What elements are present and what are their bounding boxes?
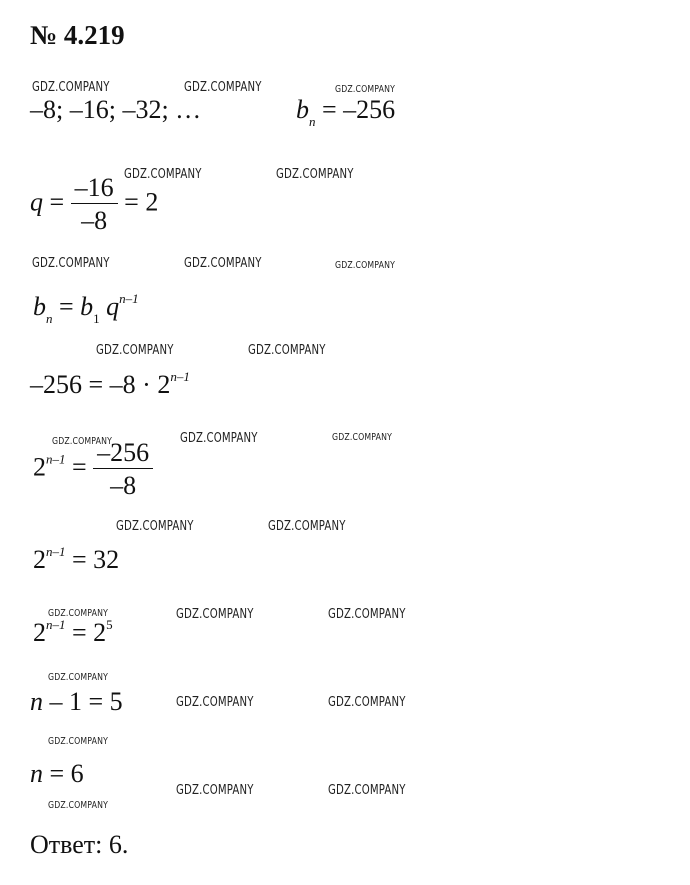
step2-equals: = — [72, 452, 87, 482]
step4-exponent: n–1 — [46, 617, 66, 632]
formula-bn-sub: n — [46, 311, 53, 326]
step4-base: 2 — [33, 618, 46, 647]
watermark: GDZ.COMPANY — [52, 436, 113, 447]
step6-rest: = 6 — [49, 759, 84, 788]
step3-base: 2 — [33, 545, 46, 574]
formula-bn: b — [33, 292, 46, 321]
step3-exponent: n–1 — [46, 544, 66, 559]
sequence-terms: –8; –16; –32; … — [30, 95, 202, 124]
watermark: GDZ.COMPANY — [176, 783, 254, 798]
formula-q: q — [106, 292, 120, 321]
step2-line — [33, 440, 153, 499]
watermark: GDZ.COMPANY — [335, 84, 396, 95]
step4-line — [33, 618, 113, 646]
problem-number: № 4.219 — [30, 20, 125, 50]
formula-equals: = — [59, 292, 74, 321]
watermark: GDZ.COMPANY — [48, 672, 109, 683]
watermark: GDZ.COMPANY — [124, 167, 202, 182]
watermark: GDZ.COMPANY — [176, 695, 254, 710]
q-denominator: –8 — [81, 206, 108, 235]
step1-exponent: n–1 — [170, 369, 190, 384]
watermark: GDZ.COMPANY — [48, 608, 109, 619]
step5-rest: – 1 = 5 — [49, 687, 123, 716]
step1-left: –256 = –8 · 2 — [30, 370, 171, 399]
watermark: GDZ.COMPANY — [116, 519, 194, 534]
watermark: GDZ.COMPANY — [32, 256, 110, 271]
watermark: GDZ.COMPANY — [328, 783, 406, 798]
step2-exponent: n–1 — [46, 451, 66, 467]
q-result: = 2 — [124, 187, 159, 217]
q-numerator: –16 — [71, 175, 118, 204]
step2-fraction — [93, 440, 153, 499]
watermark: GDZ.COMPANY — [180, 431, 258, 446]
bn-value: = –256 — [322, 95, 396, 124]
q-variable: q — [30, 187, 43, 217]
bn-subscript: n — [309, 114, 316, 129]
sequence-line — [30, 97, 201, 123]
q-fraction — [71, 175, 118, 234]
watermark: GDZ.COMPANY — [184, 80, 262, 95]
step3-rhs: = 32 — [72, 545, 120, 574]
answer-text: Ответ: 6. — [30, 830, 129, 859]
step3-line — [33, 545, 119, 573]
formula-b1: b — [80, 292, 94, 321]
bn-symbol: b — [296, 95, 309, 124]
watermark: GDZ.COMPANY — [328, 695, 406, 710]
q-equals: = — [49, 187, 65, 217]
formula-line — [33, 292, 139, 325]
step2-numerator: –256 — [93, 440, 153, 469]
watermark: GDZ.COMPANY — [332, 432, 393, 443]
step4-rhs-exponent: 5 — [106, 617, 113, 632]
step5-line — [30, 689, 123, 715]
watermark: GDZ.COMPANY — [48, 800, 109, 811]
formula-b1-sub: 1 — [93, 311, 100, 326]
watermark: GDZ.COMPANY — [268, 519, 346, 534]
step1-line — [30, 370, 190, 398]
watermark: GDZ.COMPANY — [96, 343, 174, 358]
watermark: GDZ.COMPANY — [335, 260, 396, 271]
step6-variable: n — [30, 759, 43, 788]
q-line — [30, 175, 158, 234]
watermark: GDZ.COMPANY — [176, 607, 254, 622]
watermark: GDZ.COMPANY — [184, 256, 262, 271]
step2-denominator: –8 — [110, 471, 137, 500]
watermark: GDZ.COMPANY — [276, 167, 354, 182]
formula-exponent: n–1 — [119, 291, 139, 306]
bn-given — [296, 97, 395, 128]
watermark: GDZ.COMPANY — [328, 607, 406, 622]
watermark: GDZ.COMPANY — [32, 80, 110, 95]
step5-variable: n — [30, 687, 43, 716]
step6-line — [30, 761, 84, 787]
watermark: GDZ.COMPANY — [48, 736, 109, 747]
watermark: GDZ.COMPANY — [248, 343, 326, 358]
step2-base: 2 — [33, 452, 46, 482]
step4-equals: = 2 — [72, 618, 107, 647]
